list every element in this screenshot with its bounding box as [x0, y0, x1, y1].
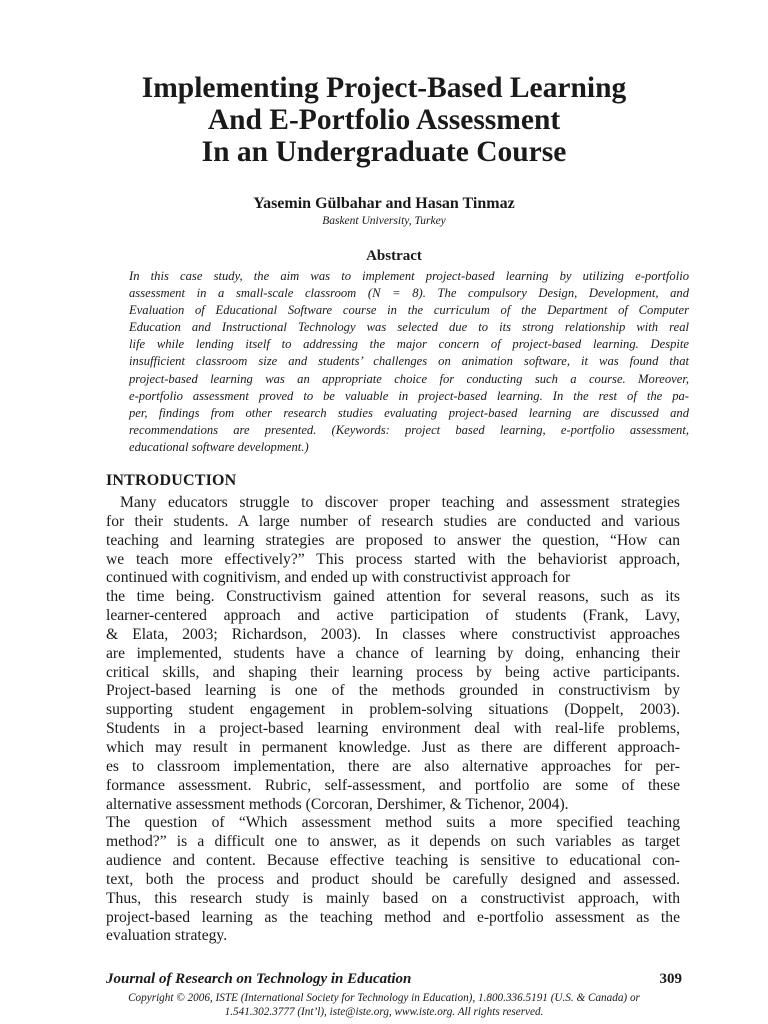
body-line: learner-centered approach and active participation of students (Frank, Lavy,: [106, 607, 680, 625]
author-names: Yasemin Gülbahar and Hasan Tinmaz: [253, 195, 515, 212]
body-line: continued with cognitivism, and ended up with constructivist approach for: [106, 569, 571, 587]
body-line: es to classroom implementation, there are also alternative approaches for per-: [106, 757, 680, 775]
body-line: supporting student engagement in problem-solving situations (Doppelt, 2003).: [106, 701, 680, 719]
copyright-line: 1.541.302.3777 (Int’l), iste@iste.org, www.iste.org. All rights reserved.: [224, 1006, 544, 1018]
body-line: Project-based learning is one of the methods grounded in constructivism by: [106, 682, 680, 700]
page-number: 309: [659, 971, 682, 987]
journal-name: Journal of Research on Technology in Education: [106, 971, 412, 987]
body-line: evaluation strategy.: [106, 927, 228, 945]
body-line: we teach more effectively?” This process started with the behaviorist approach,: [106, 550, 680, 568]
introduction-heading: INTRODUCTION: [106, 472, 237, 489]
abstract-text: [129, 268, 689, 456]
body-line: audience and content. Because effective teaching is sensitive to educational con-: [106, 852, 680, 870]
copyright-line: Copyright © 2006, ISTE (International Society for Technology in Education), 1.800.336.5191 (U.S. & Canada) or: [128, 992, 640, 1004]
copyright-notice: [40, 991, 728, 1019]
abstract-line: per, findings from other research studies evaluating project-based learning are discussed and: [129, 405, 689, 420]
abstract-line: Evaluation of Educational Software course in the curriculum of the Department of Computer: [129, 303, 689, 318]
body-line: The question of “Which assessment method suits a more specified teaching: [106, 814, 680, 832]
abstract-line: In this case study, the aim was to implement project-based learning by utilizing e-portfolio: [129, 269, 689, 283]
paper-title: [60, 72, 708, 168]
body-line: critical skills, and shaping their learning process by being active participants.: [106, 663, 680, 681]
abstract-line: educational software development.): [129, 439, 309, 454]
body-line: project-based learning as the teaching method and e-portfolio assessment as the: [106, 908, 680, 926]
abstract-line: assessment in a small-scale classroom (N = 8). The compulsory Design, Development, and: [129, 286, 689, 301]
body-line: Thus, this research study is mainly based on a constructivist approach, with: [106, 889, 680, 907]
abstract-line: life while lending itself to addressing the major concern of project-based learning. Despite: [129, 337, 689, 352]
abstract-line: insufficient classroom size and students’ challenges on animation software, it was found that: [129, 354, 689, 369]
body-line: for their students. A large number of research studies are conducted and various: [106, 512, 680, 530]
abstract-line: Education and Instructional Technology was selected due to its strong relationship with real: [129, 320, 689, 335]
body-line: Students in a project-based learning environment deal with real-life problems,: [106, 720, 680, 738]
body-line: which may result in permanent knowledge. Just as there are different approach-: [106, 738, 680, 756]
body-line: are implemented, students have a chance of learning by doing, enhancing their: [106, 644, 680, 662]
body-line: formance assessment. Rubric, self-assessment, and portfolio are some of these: [106, 776, 680, 794]
title-line: Implementing Project-Based Learning: [141, 72, 627, 104]
abstract-line: project-based learning was an appropriate choice for conducting such a course. Moreover,: [129, 371, 689, 386]
body-line: method?” is a difficult one to answer, as it depends on such variables as target: [106, 833, 680, 851]
title-line: And E-Portfolio Assessment: [207, 104, 561, 136]
abstract-line: recommendations are presented. (Keywords: project based learning, e-portfolio assessment,: [129, 422, 689, 437]
body-line: text, both the process and product should be carefully designed and assessed.: [106, 870, 680, 888]
author-affiliation: Baskent University, Turkey: [322, 215, 446, 227]
body-line: Many educators struggle to discover proper teaching and assessment strategies: [120, 494, 680, 511]
abstract-heading: Abstract: [366, 248, 422, 264]
title-line: In an Undergraduate Course: [201, 136, 567, 168]
abstract-line: e-portfolio assessment proved to be valuable in project-based learning. In the rest of the pa-: [129, 388, 689, 403]
body-line: & Elata, 2003; Richardson, 2003). In classes where constructivist approaches: [106, 625, 680, 643]
body-line: teaching and learning strategies are proposed to answer the question, “How can: [106, 531, 680, 549]
body-line: the time being. Constructivism gained attention for several reasons, such as its: [106, 588, 680, 606]
introduction-text: [106, 494, 680, 946]
body-line: alternative assessment methods (Corcoran, Dershimer, & Tichenor, 2004).: [106, 795, 569, 813]
